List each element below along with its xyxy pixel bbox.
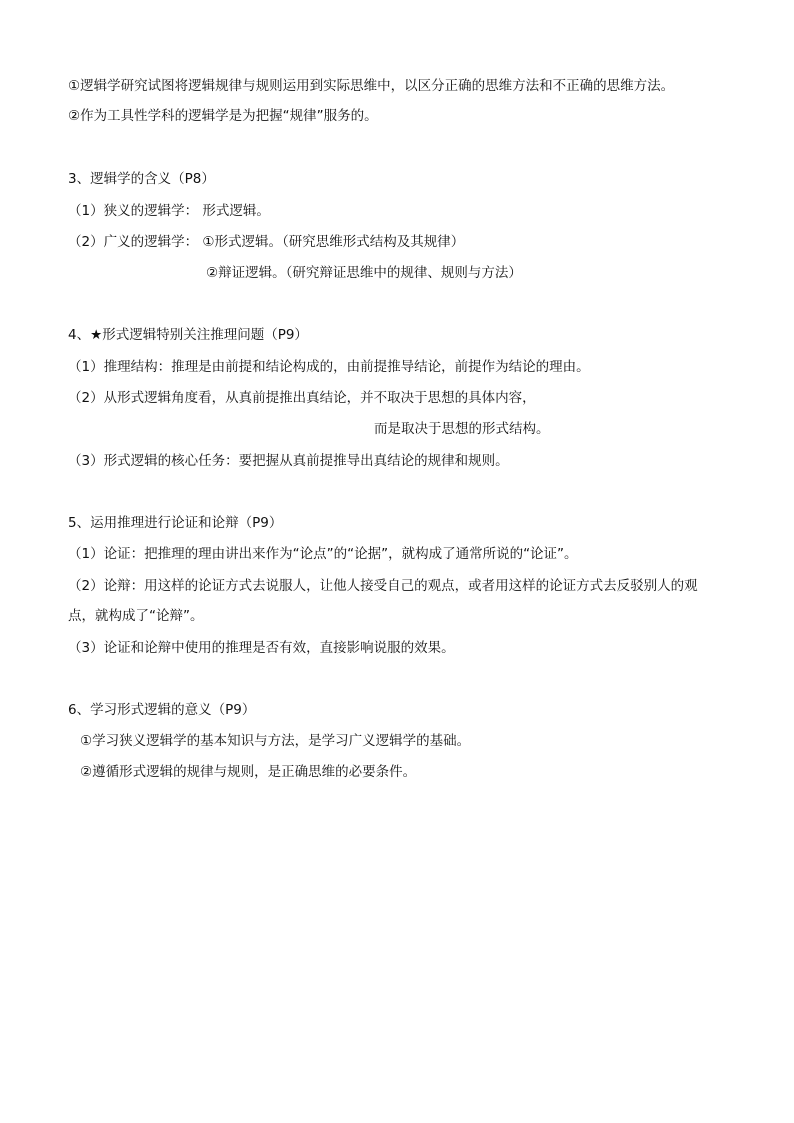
- section-6-item-2: ②遵循形式逻辑的规律与规则，是正确思维的必要条件。: [80, 764, 417, 780]
- section-5-item-1: （1）论证：把推理的理由讲出来作为“论点”的“论据”，就构成了通常所说的“论证”。: [68, 546, 578, 562]
- section-4-item-3: （3）形式逻辑的核心任务：要把握从真前提推导出真结论的规律和规则。: [68, 453, 509, 469]
- section-3-title: 3、逻辑学的含义（P8）: [68, 171, 215, 187]
- section-4-item-2-continued: 而是取决于思想的形式结构。: [374, 421, 550, 437]
- section-3-item-2: （2）广义的逻辑学： ①形式逻辑。（研究思维形式结构及其规律）: [68, 234, 465, 250]
- section-3-item-1: （1）狭义的逻辑学： 形式逻辑。: [68, 203, 270, 219]
- section-5-title: 5、运用推理进行论证和论辩（P9）: [68, 515, 283, 531]
- section-5-item-2: （2）论辩：用这样的论证方式去说服人，让他人接受自己的观点，或者用这样的论证方式去反驳别人的观: [68, 578, 698, 594]
- section-4-title: 4、★形式逻辑特别关注推理问题（P9）: [68, 327, 308, 343]
- section-6-title: 6、学习形式逻辑的意义（P9）: [68, 702, 256, 718]
- section-5-item-2-continued: 点，就构成了“论辩”。: [68, 608, 204, 624]
- section-5-item-3: （3）论证和论辩中使用的推理是否有效，直接影响说服的效果。: [68, 640, 455, 656]
- section-4-item-1: （1）推理结构：推理是由前提和结论构成的，由前提推导结论，前提作为结论的理由。: [68, 359, 590, 375]
- section-4-item-2: （2）从形式逻辑角度看，从真前提推出真结论，并不取决于思想的具体内容，: [68, 390, 536, 406]
- intro-point-2: ②作为工具性学科的逻辑学是为把握“规律”服务的。: [68, 108, 378, 124]
- section-6-item-1: ①学习狭义逻辑学的基本知识与方法，是学习广义逻辑学的基础。: [80, 733, 471, 749]
- intro-point-1: ①逻辑学研究试图将逻辑规律与规则运用到实际思维中，以区分正确的思维方法和不正确的思维方法。: [68, 78, 675, 94]
- section-3-item-2-continued: ②辩证逻辑。（研究辩证思维中的规律、规则与方法）: [206, 265, 522, 281]
